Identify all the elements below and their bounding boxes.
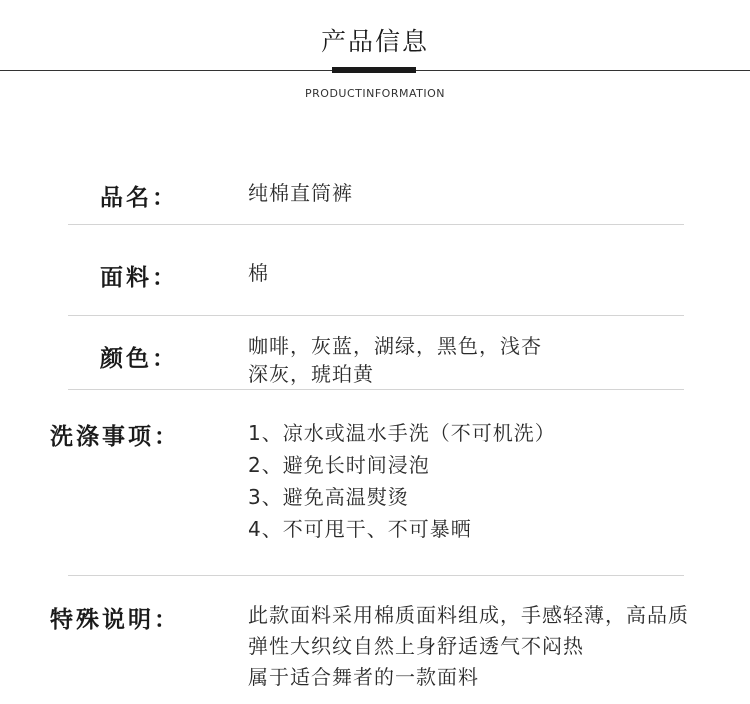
care-instruction-item: 3、避免高温熨烫 bbox=[248, 485, 409, 509]
special-notes-value bbox=[248, 600, 689, 693]
color-value bbox=[248, 332, 542, 388]
color-label: 颜色： bbox=[100, 346, 178, 372]
header-accent-bar bbox=[332, 67, 416, 73]
material-value bbox=[248, 258, 269, 289]
special-notes-label: 特殊说明： bbox=[50, 607, 180, 633]
row-divider bbox=[68, 575, 684, 576]
material-label: 面料： bbox=[100, 265, 178, 291]
special-note-line: 弹性大织纹自然上身舒适透气不闷热 bbox=[248, 634, 584, 658]
care-instruction-item: 4、不可甩干、不可暴晒 bbox=[248, 517, 472, 541]
product-name-value bbox=[248, 178, 353, 209]
section-title: 产品信息 bbox=[320, 27, 429, 56]
care-instruction-item: 2、避免长时间浸泡 bbox=[248, 453, 430, 477]
row-divider bbox=[68, 224, 684, 225]
care-instruction-item: 1、凉水或温水手洗（不可机洗） bbox=[248, 421, 556, 445]
product-name-label: 品名： bbox=[100, 185, 178, 211]
color-line: 咖啡，灰蓝，湖绿，黑色，浅杏 bbox=[248, 334, 542, 358]
row-divider bbox=[68, 389, 684, 390]
row-divider bbox=[68, 315, 684, 316]
special-note-line: 此款面料采用棉质面料组成，手感轻薄，高品质 bbox=[248, 603, 689, 627]
section-subtitle: PRODUCTINFORMATION bbox=[305, 87, 445, 100]
care-instructions-label: 洗涤事项： bbox=[50, 424, 180, 450]
care-instructions-value bbox=[248, 417, 556, 545]
product-name-line: 纯棉直筒裤 bbox=[248, 181, 353, 205]
material-line: 棉 bbox=[248, 261, 269, 285]
special-note-line: 属于适合舞者的一款面料 bbox=[248, 665, 479, 689]
color-line: 深灰，琥珀黄 bbox=[248, 362, 374, 386]
